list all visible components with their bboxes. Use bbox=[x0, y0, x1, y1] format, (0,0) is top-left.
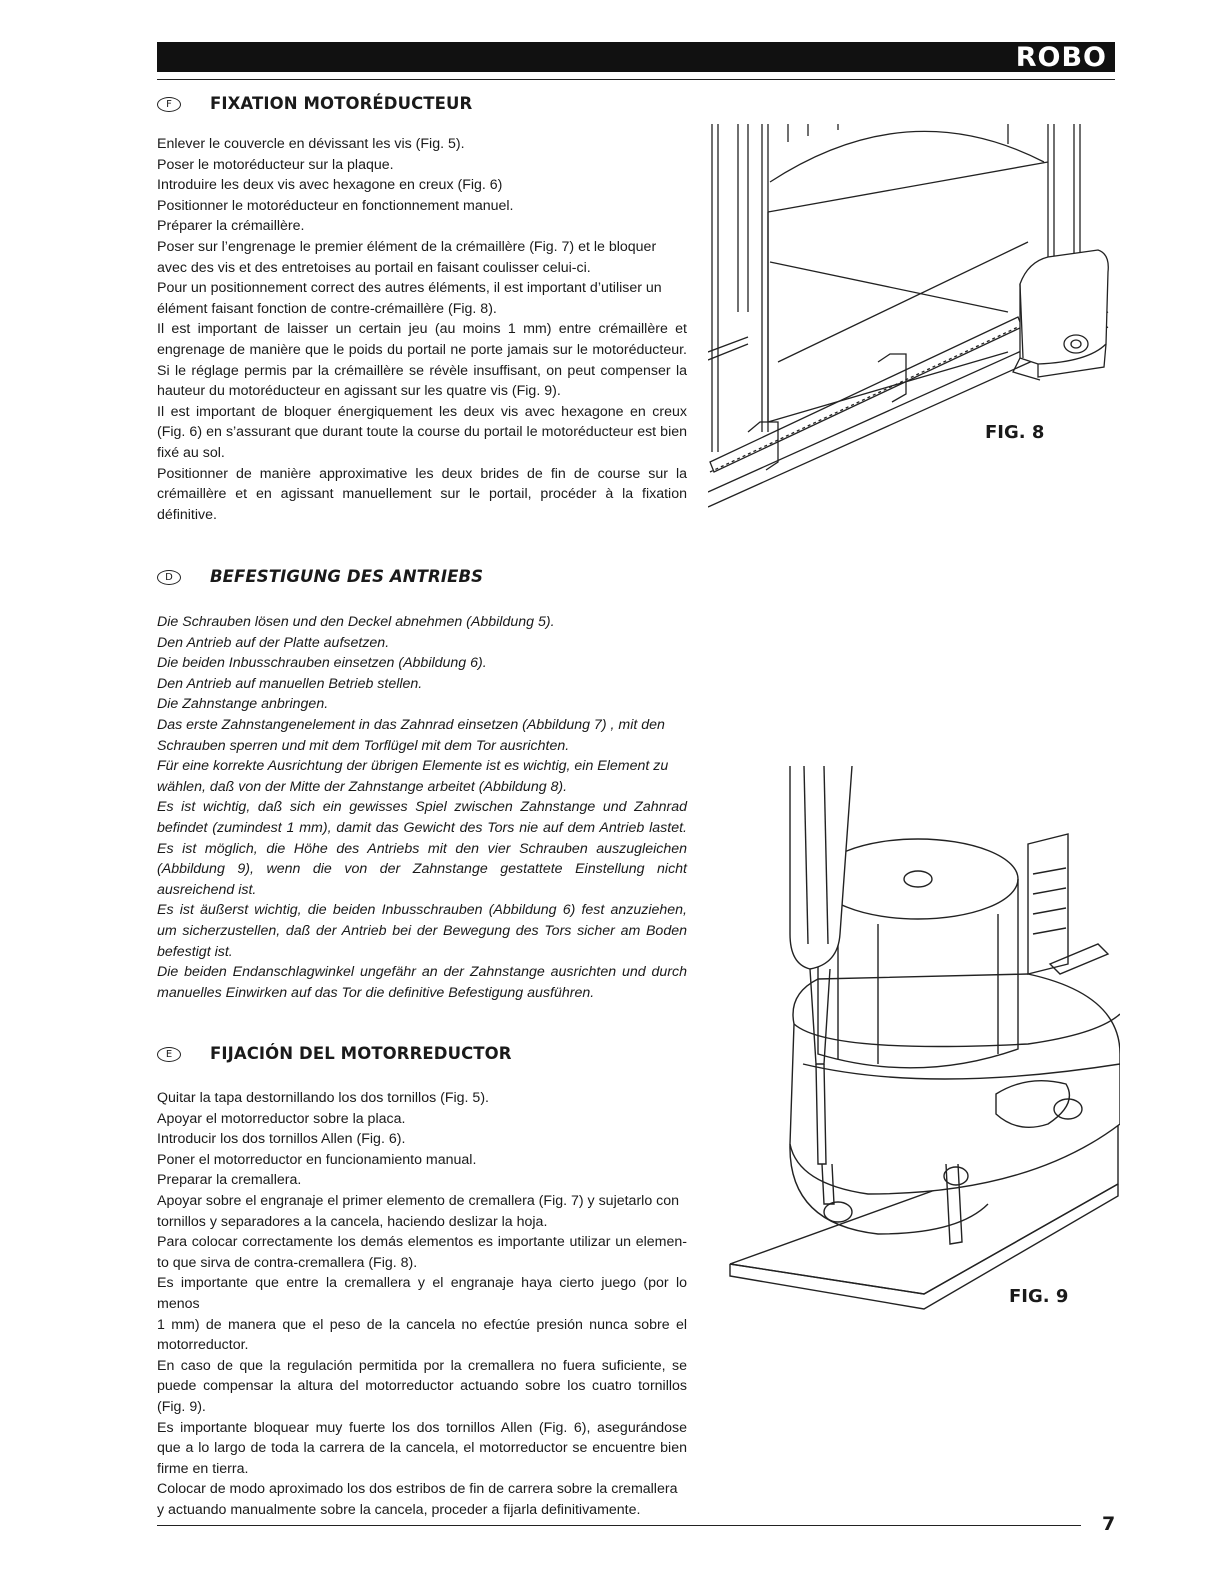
section-french bbox=[157, 94, 687, 525]
section-spanish bbox=[157, 1044, 687, 1520]
footer-rule bbox=[157, 1525, 1081, 1526]
text-line: Introducir los dos tornillos Allen (Fig. 6). bbox=[157, 1131, 406, 1148]
text-line: Poser sur l’engrenage le premier élément de la crémaillère (Fig. 7) et le bloquer bbox=[157, 238, 657, 255]
text-line: Poner el motorreductor en funcionamiento manual. bbox=[157, 1151, 477, 1168]
text-line: Es importante que entre la cremallera y el engranaje haya cierto juego (por lo menos bbox=[157, 1275, 687, 1312]
text-line: Apoyar el motorreductor sobre la placa. bbox=[157, 1110, 406, 1127]
text-line: engrenage de manière que le poids du portail ne porte jamais sur le motoréducteur. bbox=[157, 341, 687, 358]
text-line: 1 mm) de manera que el peso de la cancela no efectúe presión nunca sobre el bbox=[157, 1316, 687, 1333]
section-title: FIXATION MOTORÉDUCTEUR bbox=[210, 94, 473, 113]
section-german bbox=[157, 567, 687, 1003]
text-line: Poser le motoréducteur sur la plaque. bbox=[157, 156, 394, 173]
text-line: Positionner de manière approximative les deux brides de fin de course sur la bbox=[157, 465, 687, 482]
text-line: Apoyar sobre el engranaje el primer elemento de cremallera (Fig. 7) y sujetarlo con bbox=[157, 1192, 680, 1209]
text-line: (Fig. 9). bbox=[157, 1398, 206, 1415]
text-line: Die Schrauben lösen und den Deckel abnehmen (Abbildung 5). bbox=[157, 614, 555, 630]
section-body bbox=[157, 134, 687, 525]
text-line: Schrauben sperren und mit dem Torflügel mit dem Tor ausrichten. bbox=[157, 737, 570, 754]
figure-8-gate-rack-illustration bbox=[708, 122, 1118, 512]
figure-9-label: FIG. 9 bbox=[1009, 1286, 1069, 1307]
section-heading bbox=[157, 567, 687, 591]
text-line: y actuando manualmente sobre la cancela, proceder a fijarla definitivamente. bbox=[157, 1501, 641, 1518]
text-line: Den Antrieb auf der Platte aufsetzen. bbox=[157, 634, 390, 651]
text-line: Si le réglage permis par la crémaillère se révèle insuffisant, on peut compenser la bbox=[157, 362, 687, 379]
header-bar bbox=[157, 42, 1115, 72]
section-title: BEFESTIGUNG DES ANTRIEBS bbox=[210, 567, 484, 586]
section-body bbox=[157, 612, 687, 1003]
page-number: 7 bbox=[1102, 1513, 1116, 1535]
text-line: tornillos y separadores a la cancela, haciendo deslizar la hoja. bbox=[157, 1213, 548, 1230]
text-line: Es ist wichtig, daß sich ein gewisses Spiel zwischen Zahnstange und Zahnrad bbox=[157, 799, 687, 816]
text-line: fixé au sol. bbox=[157, 444, 225, 461]
text-line: définitive. bbox=[157, 506, 217, 523]
text-line: que a lo largo de toda la carrera de la cancela, el motorreductor se encuentre bien bbox=[157, 1440, 687, 1457]
text-line: befestigt ist. bbox=[157, 943, 233, 960]
text-line: Das erste Zahnstangenelement in das Zahnrad einsetzen (Abbildung 7) , mit den bbox=[157, 716, 665, 733]
text-line: En caso de que la regulación permitida por la cremallera no fuera suficiente, se bbox=[157, 1357, 687, 1374]
text-line: hauteur du motoréducteur en agissant sur les quatre vis (Fig. 9). bbox=[157, 383, 561, 400]
text-line: Para colocar correctamente los demás elementos es importante utilizar un elemen- bbox=[157, 1234, 687, 1251]
text-line: um sicherzustellen, daß der Antrieb bei der Bewegung des Tors sicher am Boden bbox=[157, 922, 687, 939]
section-heading bbox=[157, 94, 687, 118]
text-line: élément faisant fonction de contre-crémaillère (Fig. 8). bbox=[157, 300, 497, 317]
text-line: firme en tierra. bbox=[157, 1460, 249, 1477]
text-line: (Abbildung 9), wenn die von der Zahnstange gestattete Einstellung nicht bbox=[157, 861, 687, 878]
text-line: puede compensar la altura del motorreductor actuando sobre los cuatro tornillos bbox=[157, 1378, 687, 1395]
text-line: Preparar la cremallera. bbox=[157, 1172, 302, 1189]
text-line: Positionner le motoréducteur en fonctionnement manuel. bbox=[157, 197, 514, 214]
text-line: Es ist möglich, die Höhe des Antriebs mit den vier Schrauben auszugleichen bbox=[157, 840, 687, 857]
text-line: Die beiden Endanschlagwinkel ungefähr an der Zahnstange ausrichten und durch bbox=[157, 964, 687, 981]
text-line: Für eine korrekte Ausrichtung der übrigen Elemente ist es wichtig, ein Element zu bbox=[157, 758, 669, 775]
text-line: avec des vis et des entretoises au portail en faisant coulisser celui-ci. bbox=[157, 259, 591, 276]
text-line: Quitar la tapa destornillando los dos tornillos (Fig. 5). bbox=[157, 1090, 489, 1106]
text-line: motorreductor. bbox=[157, 1337, 249, 1354]
section-body bbox=[157, 1088, 687, 1520]
text-line: Es ist äußerst wichtig, die beiden Inbusschrauben (Abbildung 6) fest anzuziehen, bbox=[157, 902, 687, 919]
text-line: manuelles Einwirken auf das Tor die definitive Befestigung ausführen. bbox=[157, 984, 595, 1001]
brand-logo: ROBO bbox=[1015, 42, 1107, 73]
text-line: Introduire les deux vis avec hexagone en creux (Fig. 6) bbox=[157, 177, 503, 194]
language-badge: E bbox=[157, 1047, 181, 1062]
section-heading bbox=[157, 1044, 687, 1068]
text-line: Préparer la crémaillère. bbox=[157, 218, 305, 235]
figure-9-motor-screwdriver-illustration bbox=[728, 764, 1120, 1324]
text-line: Pour un positionnement correct des autres éléments, il est important d’utiliser un bbox=[157, 280, 662, 297]
text-line: Colocar de modo aproximado los dos estribos de fin de carrera sobre la cremallera bbox=[157, 1481, 678, 1498]
text-line: Es importante bloquear muy fuerte los dos tornillos Allen (Fig. 6), asegurándose bbox=[157, 1419, 687, 1436]
language-badge: D bbox=[157, 570, 181, 585]
text-line: ausreichend ist. bbox=[157, 881, 257, 898]
text-line: Enlever le couvercle en dévissant les vis (Fig. 5). bbox=[157, 136, 465, 152]
text-line: Il est important de bloquer énergiquement les deux vis avec hexagone en creux bbox=[157, 403, 687, 420]
language-badge: F bbox=[157, 97, 181, 112]
text-line: to que sirva de contra-cremallera (Fig. 8). bbox=[157, 1254, 418, 1271]
text-line: Den Antrieb auf manuellen Betrieb stellen. bbox=[157, 675, 423, 692]
text-line: wählen, daß von der Mitte der Zahnstange arbeitet (Abbildung 8). bbox=[157, 778, 568, 795]
text-line: Die beiden Inbusschrauben einsetzen (Abbildung 6). bbox=[157, 655, 487, 672]
header-rule bbox=[157, 79, 1115, 80]
section-title: FIJACIÓN DEL MOTORREDUCTOR bbox=[210, 1044, 512, 1063]
text-line: befindet (zumindest 1 mm), damit das Gewicht des Tors nie auf dem Antrieb lastet. bbox=[157, 819, 687, 836]
text-line: crémaillère et en agissant manuellement sur le portail, procéder à la fixation bbox=[157, 486, 687, 503]
text-line: Il est important de laisser un certain jeu (au moins 1 mm) entre crémaillère et bbox=[157, 321, 687, 338]
text-line: (Fig. 6) en s’assurant que durant toute la course du portail le motoréducteur est bien bbox=[157, 424, 687, 441]
figure-8-label: FIG. 8 bbox=[985, 422, 1045, 443]
text-line: Die Zahnstange anbringen. bbox=[157, 696, 329, 713]
